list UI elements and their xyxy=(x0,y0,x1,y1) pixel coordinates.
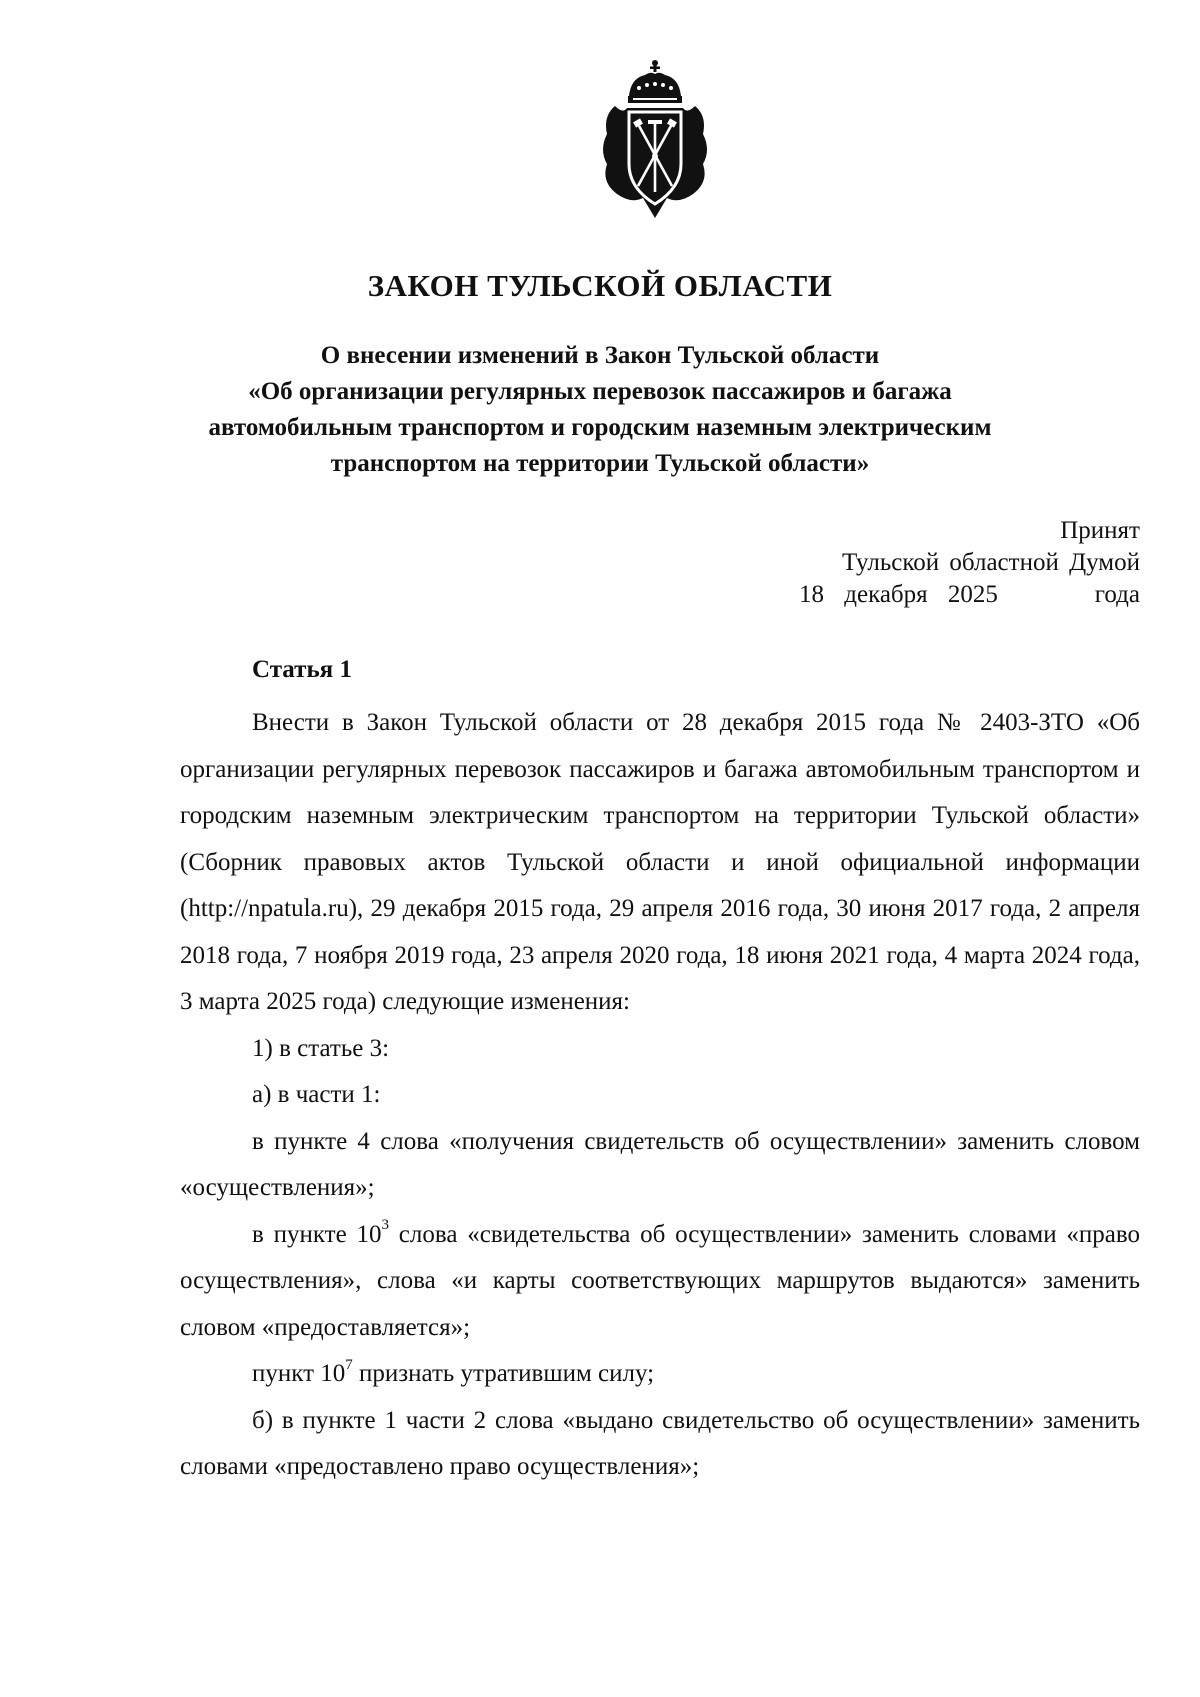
adopted-label: Принят xyxy=(1060,517,1140,544)
subtitle-line: автомобильным транспортом и городским наземным электрическим xyxy=(208,414,992,441)
subtitle-line: О внесении изменений в Закон Тульской области xyxy=(320,342,880,369)
subtitle-line: «Об организации регулярных перевозок пассажиров и багажа xyxy=(248,378,952,405)
subtitle-line: транспортом на территории Тульской области» xyxy=(330,450,870,477)
tula-coat-of-arms-icon xyxy=(595,58,715,223)
document-subtitle xyxy=(160,338,1040,482)
paragraph: 1) в статье 3: xyxy=(252,1034,390,1062)
paragraph xyxy=(180,1212,1140,1352)
adopted-date-year-word: года xyxy=(1094,581,1140,608)
paragraph: в пункте 4 слова «получения свидетельств об осуществлении» заменить словом «осуществления»; xyxy=(180,1127,1140,1201)
paragraph-text: признать утратившим силу; xyxy=(352,1360,655,1387)
adopted-by: Тульской областной Думой xyxy=(841,549,1140,576)
adopted-date-value: 18 декабря 2025 xyxy=(799,581,998,608)
article-title: Статья 1 xyxy=(252,656,352,683)
paragraph-text: пункт 10 xyxy=(252,1360,346,1387)
superscript: 3 xyxy=(381,1217,389,1234)
paragraph: а) в части 1: xyxy=(252,1081,381,1108)
document-title: ЗАКОН ТУЛЬСКОЙ ОБЛАСТИ xyxy=(367,268,833,303)
paragraph: Внести в Закон Тульской области от 28 декабря 2015 года № 2403-ЗТО «Об организации регулярных перевозок пассажиров и багажа автомобильным транспортом и городским наземным электрическим транспортом на территории Тульской области» (Сборник правовых актов Тульской области и иной официальной информации (http://npatula.ru), 29 декабря 2015 года, 29 апреля 2016 года, 30 июня 2017 года, 2 апреля 2018 года, 7 ноября 2019 года, 23 апреля 2020 года, 18 июня 2021 года, 4 марта 2024 года, 3 марта 2025 года) следующие изменения: xyxy=(180,709,1140,1015)
article-body xyxy=(180,700,1140,1491)
adopted-date xyxy=(600,579,1140,611)
superscript: 7 xyxy=(345,1356,353,1373)
paragraph: б) в пункте 1 части 2 слова «выдано свидетельство об осуществлении» заменить словами «предоставлено право осуществления»; xyxy=(180,1406,1140,1480)
paragraph-text: в пункте 10 xyxy=(252,1220,382,1248)
paragraph xyxy=(180,1351,1140,1398)
paragraph-text: слова «свидетельства об осуществлении» заменить словами «право осуществления», слова «и карты соответствующих маршрутов выдаются» заменить словом «предоставляется»; xyxy=(180,1220,1141,1341)
adoption-block xyxy=(600,515,1140,611)
